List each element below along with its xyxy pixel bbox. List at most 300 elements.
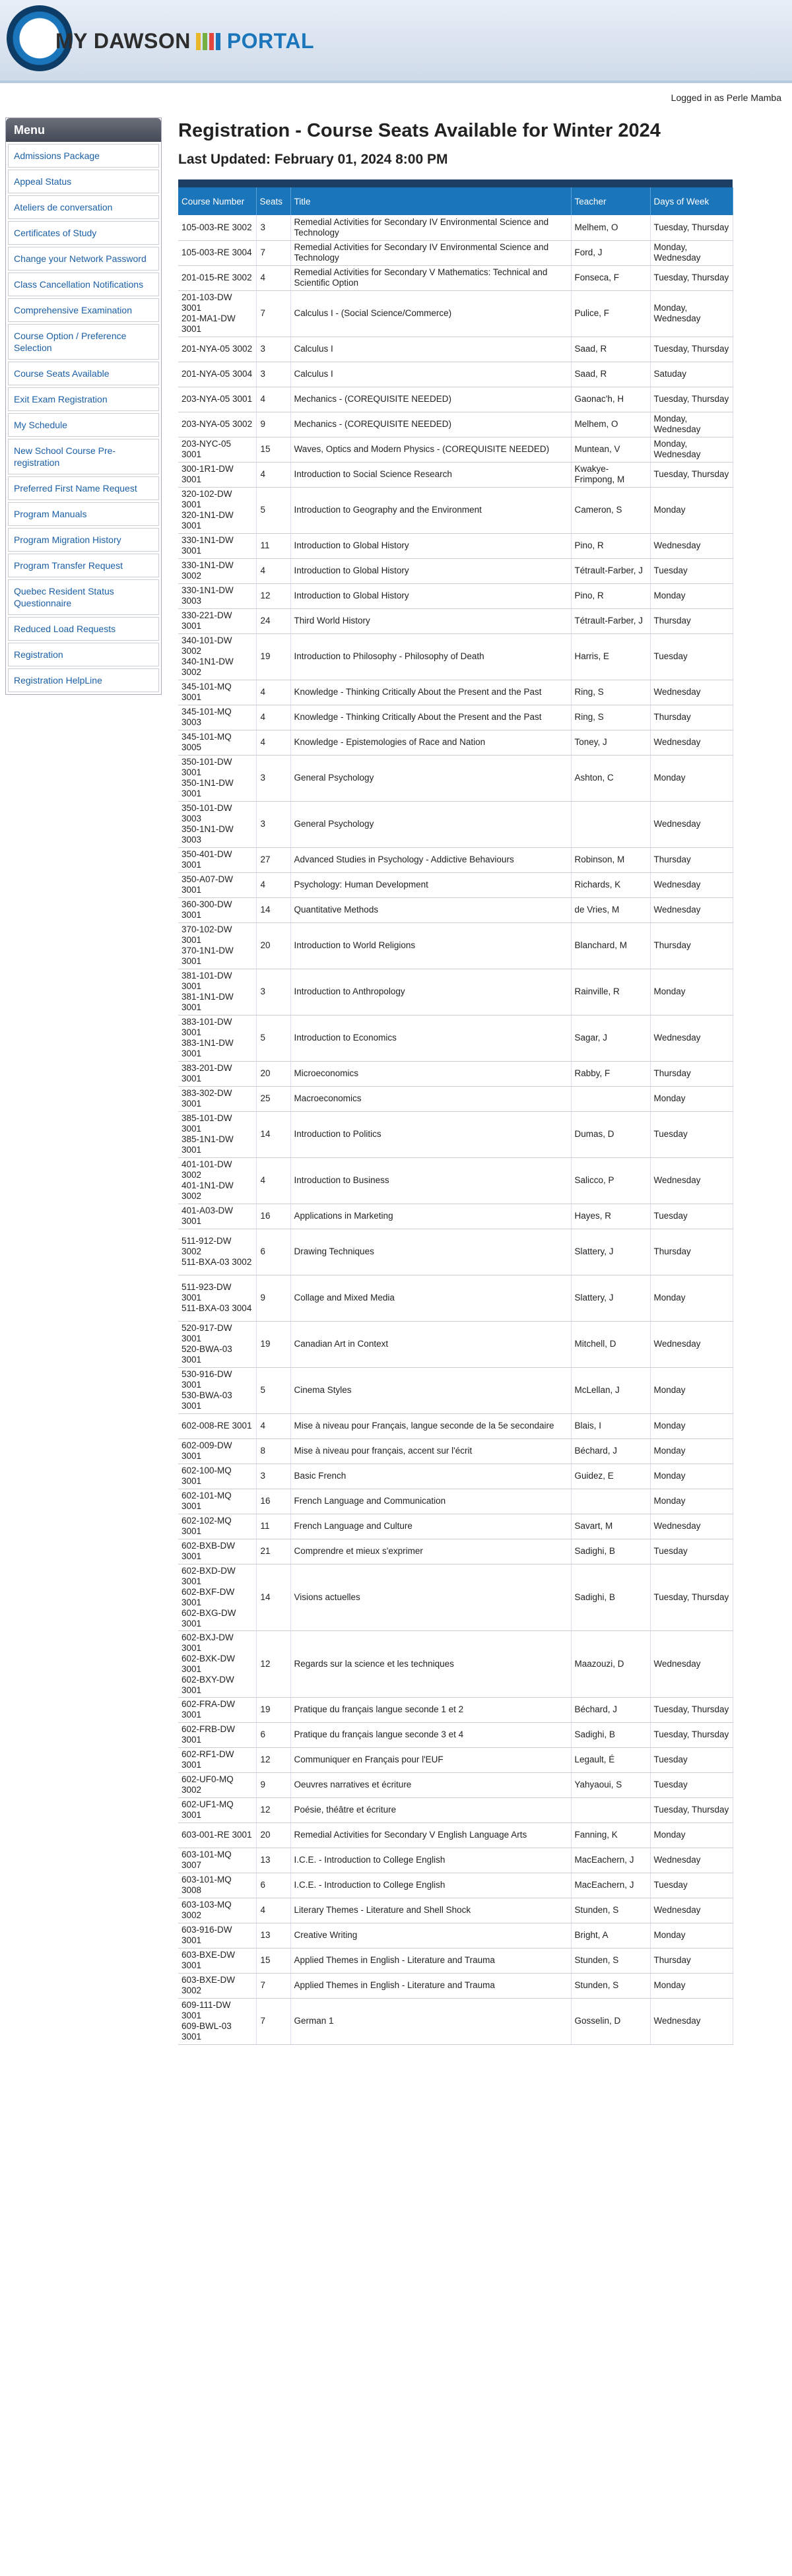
teacher-cell: Stunden, S — [571, 1898, 650, 1923]
sidebar-menu — [5, 117, 162, 695]
teacher-cell: Saad, R — [571, 337, 650, 362]
menu-item[interactable]: Course Option / Preference Selection — [8, 324, 159, 360]
title-cell: Microeconomics — [290, 1061, 571, 1086]
days-cell: Tuesday, Thursday — [650, 1722, 733, 1747]
table-row — [178, 1111, 733, 1157]
title-cell: Applications in Marketing — [290, 1204, 571, 1229]
teacher-cell — [571, 1086, 650, 1111]
course-number-cell: 603-916-DW 3001 — [178, 1923, 256, 1948]
course-number-cell: 602-008-RE 3001 — [178, 1413, 256, 1438]
course-number-cell: 385-101-DW 3001 385-1N1-DW 3001 — [178, 1111, 256, 1157]
menu-list — [6, 144, 161, 692]
teacher-cell: Muntean, V — [571, 437, 650, 462]
days-cell: Thursday — [650, 1229, 733, 1275]
days-cell: Tuesday, Thursday — [650, 1697, 733, 1722]
table-row — [178, 1061, 733, 1086]
title-cell: Mise à niveau pour français, accent sur l'écrit — [290, 1438, 571, 1464]
title-cell: Introduction to Economics — [290, 1015, 571, 1061]
seats-cell: 21 — [256, 1539, 290, 1564]
brand-right-text: PORTAL — [226, 29, 314, 53]
days-cell: Tuesday — [650, 1772, 733, 1797]
teacher-cell: Tétrault-Farber, J — [571, 558, 650, 583]
course-number-cell: 603-BXE-DW 3002 — [178, 1973, 256, 1998]
table-row — [178, 412, 733, 437]
days-cell: Wednesday — [650, 1630, 733, 1697]
table-row — [178, 1086, 733, 1111]
days-cell: Monday — [650, 1464, 733, 1489]
teacher-cell — [571, 801, 650, 847]
seats-cell: 9 — [256, 1275, 290, 1321]
course-number-cell: 602-FRB-DW 3001 — [178, 1722, 256, 1747]
menu-item[interactable]: Change your Network Password — [8, 247, 159, 271]
table-row — [178, 1797, 733, 1822]
teacher-cell: Sadighi, B — [571, 1722, 650, 1747]
days-cell: Wednesday — [650, 1898, 733, 1923]
days-cell: Wednesday — [650, 1321, 733, 1367]
table-row — [178, 922, 733, 969]
days-cell: Thursday — [650, 705, 733, 730]
seats-cell: 3 — [256, 1464, 290, 1489]
header-days: Days of Week — [650, 187, 733, 215]
days-cell: Monday — [650, 755, 733, 801]
teacher-cell: Béchard, J — [571, 1438, 650, 1464]
header-title: Title — [290, 187, 571, 215]
menu-item[interactable]: Quebec Resident Status Questionnaire — [8, 579, 159, 615]
seats-cell: 16 — [256, 1204, 290, 1229]
course-number-cell: 602-101-MQ 3001 — [178, 1489, 256, 1514]
teacher-cell: Cameron, S — [571, 487, 650, 533]
table-row — [178, 1564, 733, 1630]
title-cell: Regards sur la science et les techniques — [290, 1630, 571, 1697]
days-cell: Thursday — [650, 608, 733, 633]
days-cell: Wednesday — [650, 1015, 733, 1061]
seats-cell: 4 — [256, 1157, 290, 1204]
days-cell: Tuesday — [650, 1873, 733, 1898]
title-cell: Calculus I — [290, 362, 571, 387]
title-cell: Quantitative Methods — [290, 897, 571, 922]
title-cell: Remedial Activities for Secondary V English Language Arts — [290, 1822, 571, 1848]
teacher-cell: Rainville, R — [571, 969, 650, 1015]
table-row — [178, 1822, 733, 1848]
course-number-cell: 330-221-DW 3001 — [178, 608, 256, 633]
days-cell: Tuesday, Thursday — [650, 1797, 733, 1822]
seats-cell: 19 — [256, 633, 290, 680]
table-row — [178, 1489, 733, 1514]
title-cell: Knowledge - Thinking Critically About the Present and the Past — [290, 680, 571, 705]
days-cell: Tuesday — [650, 558, 733, 583]
seats-cell: 13 — [256, 1923, 290, 1948]
course-number-cell: 330-1N1-DW 3002 — [178, 558, 256, 583]
seats-cell: 3 — [256, 755, 290, 801]
teacher-cell: MacEachern, J — [571, 1873, 650, 1898]
title-cell: General Psychology — [290, 801, 571, 847]
table-row — [178, 1772, 733, 1797]
course-number-cell: 520-917-DW 3001 520-BWA-03 3001 — [178, 1321, 256, 1367]
header-seats: Seats — [256, 187, 290, 215]
course-number-cell: 203-NYA-05 3001 — [178, 387, 256, 412]
menu-item[interactable]: Certificates of Study — [8, 221, 159, 245]
course-number-cell: 383-201-DW 3001 — [178, 1061, 256, 1086]
teacher-cell: Bright, A — [571, 1923, 650, 1948]
course-number-cell: 603-BXE-DW 3001 — [178, 1948, 256, 1973]
menu-item[interactable]: Exit Exam Registration — [8, 387, 159, 411]
seats-cell: 6 — [256, 1722, 290, 1747]
days-cell: Wednesday — [650, 897, 733, 922]
seats-cell: 7 — [256, 1998, 290, 2044]
course-number-cell: 330-1N1-DW 3003 — [178, 583, 256, 608]
teacher-cell: Ashton, C — [571, 755, 650, 801]
content — [178, 117, 733, 2045]
seats-cell: 14 — [256, 1111, 290, 1157]
teacher-cell: Melhem, O — [571, 412, 650, 437]
course-number-cell: 105-003-RE 3004 — [178, 240, 256, 265]
teacher-cell: Gaonac'h, H — [571, 387, 650, 412]
course-number-cell: 360-300-DW 3001 — [178, 897, 256, 922]
seats-cell: 4 — [256, 680, 290, 705]
course-number-cell: 602-RF1-DW 3001 — [178, 1747, 256, 1772]
days-cell: Monday — [650, 487, 733, 533]
course-number-cell: 370-102-DW 3001 370-1N1-DW 3001 — [178, 922, 256, 969]
menu-item[interactable]: My Schedule — [8, 413, 159, 437]
seats-cell: 20 — [256, 1061, 290, 1086]
teacher-cell: Blanchard, M — [571, 922, 650, 969]
title-cell: Literary Themes - Literature and Shell Shock — [290, 1898, 571, 1923]
course-number-cell: 602-009-DW 3001 — [178, 1438, 256, 1464]
title-cell: Introduction to Social Science Research — [290, 462, 571, 487]
course-number-cell: 320-102-DW 3001 320-1N1-DW 3001 — [178, 487, 256, 533]
table-row — [178, 608, 733, 633]
course-number-cell: 511-923-DW 3001 511-BXA-03 3004 — [178, 1275, 256, 1321]
teacher-cell: Dumas, D — [571, 1111, 650, 1157]
seats-cell: 12 — [256, 1747, 290, 1772]
course-number-cell: 330-1N1-DW 3001 — [178, 533, 256, 558]
table-header-row — [178, 187, 733, 215]
seats-cell: 12 — [256, 583, 290, 608]
seats-cell: 7 — [256, 1973, 290, 1998]
table-row — [178, 1514, 733, 1539]
days-cell: Thursday — [650, 1061, 733, 1086]
course-number-cell: 350-A07-DW 3001 — [178, 872, 256, 897]
menu-item[interactable]: Program Manuals — [8, 502, 159, 526]
days-cell: Tuesday, Thursday — [650, 1564, 733, 1630]
days-cell: Tuesday, Thursday — [650, 265, 733, 290]
title-cell: Third World History — [290, 608, 571, 633]
teacher-cell: Toney, J — [571, 730, 650, 755]
table-row — [178, 730, 733, 755]
menu-item[interactable]: Program Transfer Request — [8, 554, 159, 577]
table-row — [178, 337, 733, 362]
course-number-cell: 203-NYA-05 3002 — [178, 412, 256, 437]
table-row — [178, 1539, 733, 1564]
seats-cell: 4 — [256, 265, 290, 290]
menu-title: Menu — [6, 118, 161, 142]
days-cell: Monday — [650, 1275, 733, 1321]
course-number-cell: 401-A03-DW 3001 — [178, 1204, 256, 1229]
teacher-cell: Fanning, K — [571, 1822, 650, 1848]
teacher-cell: Slattery, J — [571, 1275, 650, 1321]
course-number-cell: 201-NYA-05 3002 — [178, 337, 256, 362]
course-number-cell: 511-912-DW 3002 511-BXA-03 3002 — [178, 1229, 256, 1275]
days-cell: Wednesday — [650, 1998, 733, 2044]
table-row — [178, 265, 733, 290]
seats-cell: 20 — [256, 1822, 290, 1848]
title-cell: Introduction to Anthropology — [290, 969, 571, 1015]
teacher-cell: Pino, R — [571, 533, 650, 558]
table-row — [178, 1413, 733, 1438]
teacher-cell: Sagar, J — [571, 1015, 650, 1061]
course-number-cell: 201-015-RE 3002 — [178, 265, 256, 290]
title-cell: Communiquer en Français pour l'EUF — [290, 1747, 571, 1772]
course-number-cell: 602-102-MQ 3001 — [178, 1514, 256, 1539]
days-cell: Monday — [650, 1086, 733, 1111]
days-cell: Monday — [650, 1489, 733, 1514]
days-cell: Thursday — [650, 922, 733, 969]
days-cell: Tuesday — [650, 1539, 733, 1564]
table-row — [178, 872, 733, 897]
teacher-cell: Legault, É — [571, 1747, 650, 1772]
menu-item[interactable]: New School Course Pre-registration — [8, 439, 159, 474]
days-cell: Tuesday — [650, 633, 733, 680]
menu-item[interactable]: Program Migration History — [8, 528, 159, 552]
title-cell: Remedial Activities for Secondary V Mathematics: Technical and Scientific Option — [290, 265, 571, 290]
days-cell: Tuesday, Thursday — [650, 462, 733, 487]
course-number-cell: 345-101-MQ 3003 — [178, 705, 256, 730]
title-cell: Applied Themes in English - Literature and Trauma — [290, 1948, 571, 1973]
seats-cell: 4 — [256, 1413, 290, 1438]
menu-item[interactable]: Course Seats Available — [8, 362, 159, 385]
seats-cell: 4 — [256, 462, 290, 487]
days-cell: Thursday — [650, 847, 733, 872]
title-cell: Advanced Studies in Psychology - Addictive Behaviours — [290, 847, 571, 872]
table-row — [178, 1873, 733, 1898]
seats-cell: 12 — [256, 1797, 290, 1822]
table-row — [178, 362, 733, 387]
table-body — [178, 215, 733, 2044]
title-cell: Calculus I — [290, 337, 571, 362]
course-number-cell: 201-NYA-05 3004 — [178, 362, 256, 387]
days-cell: Monday — [650, 583, 733, 608]
table-row — [178, 1157, 733, 1204]
teacher-cell: Slattery, J — [571, 1229, 650, 1275]
seats-cell: 14 — [256, 1564, 290, 1630]
teacher-cell — [571, 1797, 650, 1822]
title-cell: Oeuvres narratives et écriture — [290, 1772, 571, 1797]
days-cell: Monday — [650, 969, 733, 1015]
title-cell: Knowledge - Thinking Critically About the Present and the Past — [290, 705, 571, 730]
seats-cell: 4 — [256, 705, 290, 730]
menu-item[interactable]: Registration — [8, 643, 159, 666]
days-cell: Tuesday — [650, 1747, 733, 1772]
menu-item[interactable]: Registration HelpLine — [8, 668, 159, 692]
table-row — [178, 240, 733, 265]
title-cell: Canadian Art in Context — [290, 1321, 571, 1367]
table-row — [178, 1923, 733, 1948]
days-cell: Monday, Wednesday — [650, 290, 733, 337]
portal-brand[interactable] — [55, 29, 314, 53]
teacher-cell: Ring, S — [571, 705, 650, 730]
title-cell: Introduction to Philosophy - Philosophy of Death — [290, 633, 571, 680]
title-cell: French Language and Communication — [290, 1489, 571, 1514]
days-cell: Wednesday — [650, 680, 733, 705]
teacher-cell: Rabby, F — [571, 1061, 650, 1086]
table-row — [178, 1015, 733, 1061]
teacher-cell: Maazouzi, D — [571, 1630, 650, 1697]
teacher-cell: Yahyaoui, S — [571, 1772, 650, 1797]
title-cell: French Language and Culture — [290, 1514, 571, 1539]
table-row — [178, 387, 733, 412]
table-row — [178, 437, 733, 462]
menu-item[interactable]: Appeal Status — [8, 170, 159, 193]
menu-item[interactable]: Reduced Load Requests — [8, 617, 159, 641]
seats-cell: 5 — [256, 1015, 290, 1061]
days-cell: Wednesday — [650, 1514, 733, 1539]
teacher-cell: Sadighi, B — [571, 1564, 650, 1630]
title-cell: Creative Writing — [290, 1923, 571, 1948]
title-cell: Introduction to Geography and the Environment — [290, 487, 571, 533]
seats-cell: 8 — [256, 1438, 290, 1464]
teacher-cell: Salicco, P — [571, 1157, 650, 1204]
table-row — [178, 1321, 733, 1367]
menu-item[interactable]: Comprehensive Examination — [8, 298, 159, 322]
seats-cell: 13 — [256, 1848, 290, 1873]
logged-in-status: Logged in as Perle Mamba — [671, 92, 781, 103]
days-cell: Monday — [650, 1367, 733, 1413]
teacher-cell: Kwakye-Frimpong, M — [571, 462, 650, 487]
title-cell: Calculus I - (Social Science/Commerce) — [290, 290, 571, 337]
title-cell: Knowledge - Epistemologies of Race and Nation — [290, 730, 571, 755]
seats-cell: 14 — [256, 897, 290, 922]
course-number-cell: 381-101-DW 3001 381-1N1-DW 3001 — [178, 969, 256, 1015]
course-number-cell: 105-003-RE 3002 — [178, 215, 256, 240]
title-cell: Introduction to Business — [290, 1157, 571, 1204]
course-number-cell: 602-UF0-MQ 3002 — [178, 1772, 256, 1797]
seats-cell: 5 — [256, 487, 290, 533]
table-row — [178, 705, 733, 730]
title-cell: Mechanics - (COREQUISITE NEEDED) — [290, 412, 571, 437]
seats-cell: 4 — [256, 387, 290, 412]
title-cell: Comprendre et mieux s'exprimer — [290, 1539, 571, 1564]
table-row — [178, 969, 733, 1015]
course-number-cell: 340-101-DW 3002 340-1N1-DW 3002 — [178, 633, 256, 680]
table-row — [178, 487, 733, 533]
title-cell: Basic French — [290, 1464, 571, 1489]
last-updated: Last Updated: February 01, 2024 8:00 PM — [178, 152, 448, 167]
days-cell: Monday — [650, 1413, 733, 1438]
table-row — [178, 290, 733, 337]
days-cell: Wednesday — [650, 872, 733, 897]
course-number-cell: 350-101-DW 3001 350-1N1-DW 3001 — [178, 755, 256, 801]
days-cell: Wednesday — [650, 801, 733, 847]
days-cell: Wednesday — [650, 533, 733, 558]
course-number-cell: 201-103-DW 3001 201-MA1-DW 3001 — [178, 290, 256, 337]
title-cell: Pratique du français langue seconde 3 et 4 — [290, 1722, 571, 1747]
seats-cell: 11 — [256, 533, 290, 558]
title-cell: Introduction to World Religions — [290, 922, 571, 969]
table-row — [178, 215, 733, 240]
title-cell: Introduction to Politics — [290, 1111, 571, 1157]
course-number-cell: 602-UF1-MQ 3001 — [178, 1797, 256, 1822]
teacher-cell — [571, 1489, 650, 1514]
course-number-cell: 345-101-MQ 3001 — [178, 680, 256, 705]
course-number-cell: 383-302-DW 3001 — [178, 1086, 256, 1111]
menu-item[interactable]: Preferred First Name Request — [8, 476, 159, 500]
table-row — [178, 1367, 733, 1413]
days-cell: Tuesday, Thursday — [650, 215, 733, 240]
days-cell: Tuesday, Thursday — [650, 387, 733, 412]
title-cell: Applied Themes in English - Literature and Trauma — [290, 1973, 571, 1998]
table-row — [178, 583, 733, 608]
table-row — [178, 633, 733, 680]
course-number-cell: 203-NYC-05 3001 — [178, 437, 256, 462]
table-row — [178, 1722, 733, 1747]
menu-item[interactable]: Class Cancellation Notifications — [8, 273, 159, 296]
days-cell: Monday, Wednesday — [650, 437, 733, 462]
table-top-bar — [178, 179, 733, 187]
title-cell: Remedial Activities for Secondary IV Environmental Science and Technology — [290, 215, 571, 240]
seats-cell: 3 — [256, 362, 290, 387]
seats-cell: 9 — [256, 1772, 290, 1797]
seats-cell: 25 — [256, 1086, 290, 1111]
table-row — [178, 680, 733, 705]
course-number-cell: 602-BXJ-DW 3001 602-BXK-DW 3001 602-BXY-DW 3001 — [178, 1630, 256, 1697]
teacher-cell: Ring, S — [571, 680, 650, 705]
title-cell: Introduction to Global History — [290, 583, 571, 608]
seats-cell: 20 — [256, 922, 290, 969]
course-number-cell: 530-916-DW 3001 530-BWA-03 3001 — [178, 1367, 256, 1413]
seats-cell: 6 — [256, 1873, 290, 1898]
days-cell: Monday, Wednesday — [650, 412, 733, 437]
title-cell: Introduction to Global History — [290, 533, 571, 558]
course-number-cell: 401-101-DW 3002 401-1N1-DW 3002 — [178, 1157, 256, 1204]
days-cell: Wednesday — [650, 1157, 733, 1204]
teacher-cell: Harris, E — [571, 633, 650, 680]
header-teacher: Teacher — [571, 187, 650, 215]
page-title: Registration - Course Seats Available for Winter 2024 — [178, 120, 661, 141]
teacher-cell: Stunden, S — [571, 1948, 650, 1973]
days-cell: Tuesday — [650, 1204, 733, 1229]
seats-cell: 11 — [256, 1514, 290, 1539]
seats-cell: 3 — [256, 969, 290, 1015]
course-number-cell: 603-101-MQ 3008 — [178, 1873, 256, 1898]
menu-item[interactable]: Admissions Package — [8, 144, 159, 168]
course-number-cell: 345-101-MQ 3005 — [178, 730, 256, 755]
table-row — [178, 1973, 733, 1998]
title-cell: Collage and Mixed Media — [290, 1275, 571, 1321]
seats-cell: 19 — [256, 1321, 290, 1367]
seats-cell: 6 — [256, 1229, 290, 1275]
course-number-cell: 602-FRA-DW 3001 — [178, 1697, 256, 1722]
days-cell: Monday — [650, 1822, 733, 1848]
menu-item[interactable]: Ateliers de conversation — [8, 195, 159, 219]
title-cell: General Psychology — [290, 755, 571, 801]
seats-cell: 4 — [256, 730, 290, 755]
table-row — [178, 1948, 733, 1973]
days-cell: Thursday — [650, 1948, 733, 1973]
days-cell: Tuesday, Thursday — [650, 337, 733, 362]
seats-cell: 24 — [256, 608, 290, 633]
table-row — [178, 1464, 733, 1489]
seats-cell: 7 — [256, 290, 290, 337]
teacher-cell: Ford, J — [571, 240, 650, 265]
course-number-cell: 603-101-MQ 3007 — [178, 1848, 256, 1873]
teacher-cell: Melhem, O — [571, 215, 650, 240]
seats-cell: 4 — [256, 558, 290, 583]
header-course-number: Course Number — [178, 187, 256, 215]
course-number-cell: 603-103-MQ 3002 — [178, 1898, 256, 1923]
days-cell: Monday — [650, 1973, 733, 1998]
days-cell: Monday, Wednesday — [650, 240, 733, 265]
table-row — [178, 1848, 733, 1873]
